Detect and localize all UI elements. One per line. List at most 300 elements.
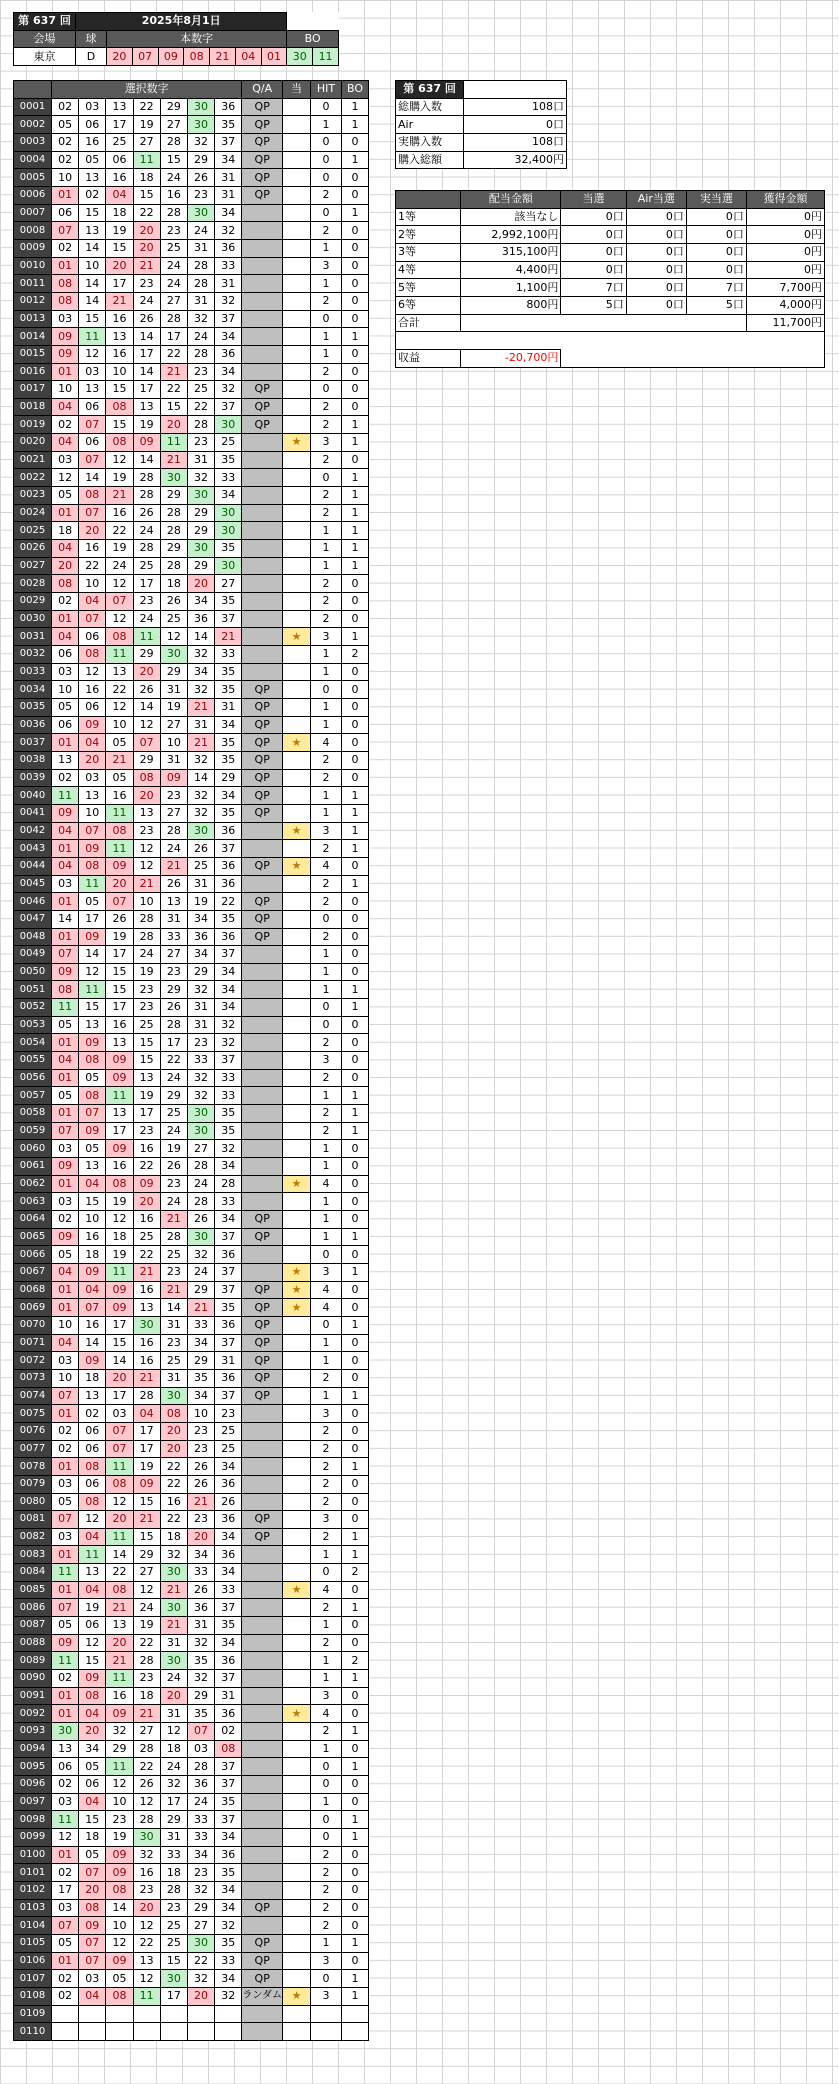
hit-star <box>283 1828 311 1846</box>
ticket-number: 34 <box>215 204 242 222</box>
ticket-number: 08 <box>133 769 160 787</box>
ticket-number: 32 <box>187 981 214 999</box>
ticket-number: 27 <box>160 716 187 734</box>
hit-star <box>283 1211 311 1229</box>
prize-cell: 0口 <box>686 226 746 244</box>
bonus-count: 0 <box>342 1705 369 1723</box>
ticket-number: 24 <box>133 292 160 310</box>
ticket-number: 12 <box>133 1581 160 1599</box>
ticket-index: 0041 <box>14 804 52 822</box>
bonus-count: 0 <box>342 698 369 716</box>
ticket-number: 35 <box>215 1617 242 1635</box>
hit-star: ★ <box>283 822 311 840</box>
ticket-number: 20 <box>133 239 160 257</box>
ticket-row <box>14 1599 369 1617</box>
main-numbers-header: 本数字 <box>107 30 287 48</box>
bonus-count: 0 <box>342 910 369 928</box>
ticket-number: 23 <box>160 1899 187 1917</box>
hit-count: 3 <box>311 257 342 275</box>
ticket-index: 0059 <box>14 1122 52 1140</box>
hit-count: 4 <box>311 857 342 875</box>
bonus-count: 0 <box>342 769 369 787</box>
qa-cell: QP <box>242 381 283 399</box>
ticket-row <box>14 1564 369 1582</box>
qa-cell <box>242 610 283 628</box>
ticket-number: 26 <box>187 1475 214 1493</box>
hit-count: 2 <box>311 610 342 628</box>
ticket-index: 0073 <box>14 1369 52 1387</box>
ticket-number: 23 <box>133 593 160 611</box>
ticket-number: 36 <box>187 610 214 628</box>
ticket-number: 24 <box>187 1793 214 1811</box>
ticket-number: 07 <box>52 222 79 240</box>
bonus-count: 0 <box>342 345 369 363</box>
ticket-number: 34 <box>187 1846 214 1864</box>
ticket-number: 15 <box>133 1034 160 1052</box>
ticket-index: 0015 <box>14 345 52 363</box>
ticket-number: 28 <box>160 1228 187 1246</box>
hit-count: 2 <box>311 769 342 787</box>
bonus-count: 0 <box>342 257 369 275</box>
ticket-number: 09 <box>106 1846 133 1864</box>
ticket-number: 32 <box>215 1140 242 1158</box>
qa-cell <box>242 840 283 858</box>
ticket-number: 08 <box>106 1987 133 2005</box>
ticket-number: 11 <box>133 1987 160 2005</box>
ticket-number: 06 <box>79 434 106 452</box>
hit-star <box>283 1158 311 1176</box>
bonus-count: 0 <box>342 1052 369 1070</box>
hit-star <box>283 257 311 275</box>
qa-cell <box>242 310 283 328</box>
hit-count: 0 <box>311 1776 342 1794</box>
ticket-number: 36 <box>215 857 242 875</box>
ticket-number: 03 <box>52 1193 79 1211</box>
hit-star <box>283 1458 311 1476</box>
hit-star <box>283 1899 311 1917</box>
ticket-number: 11 <box>106 1670 133 1688</box>
ticket-number: 35 <box>215 451 242 469</box>
qa-cell: QP <box>242 857 283 875</box>
main-number: 08 <box>184 48 210 66</box>
ticket-row <box>14 1122 369 1140</box>
ticket-number: 24 <box>160 1193 187 1211</box>
ticket-row <box>14 275 369 293</box>
ticket-number: 30 <box>187 204 214 222</box>
ticket-number: 35 <box>187 1652 214 1670</box>
ticket-number: 04 <box>52 1263 79 1281</box>
ticket-number: 37 <box>215 1670 242 1688</box>
bonus-count: 0 <box>342 1776 369 1794</box>
hit-count: 2 <box>311 1105 342 1123</box>
ticket-index: 0003 <box>14 133 52 151</box>
ticket-number: 35 <box>215 1299 242 1317</box>
ticket-number: 22 <box>133 1158 160 1176</box>
ticket-number: 35 <box>215 593 242 611</box>
ticket-number: 07 <box>106 1422 133 1440</box>
qa-cell <box>242 1617 283 1635</box>
qa-cell <box>242 1864 283 1882</box>
ticket-number: 35 <box>215 663 242 681</box>
ticket-number: 08 <box>79 487 106 505</box>
hit-count: 2 <box>311 1917 342 1935</box>
ticket-number: 25 <box>160 1105 187 1123</box>
ticket-number: 13 <box>79 1016 106 1034</box>
ticket-number: 09 <box>106 1069 133 1087</box>
ticket-row <box>14 557 369 575</box>
hit-star <box>283 1758 311 1776</box>
ticket-number: 08 <box>106 1881 133 1899</box>
bonus-count: 1 <box>342 1758 369 1776</box>
bonus-count: 2 <box>342 1564 369 1582</box>
prize-cell: 4,000円 <box>746 296 824 314</box>
ticket-number: 21 <box>187 698 214 716</box>
ticket-number: 28 <box>160 504 187 522</box>
ticket-number: 05 <box>52 1246 79 1264</box>
ticket-number: 28 <box>187 1193 214 1211</box>
ticket-number: 23 <box>187 1440 214 1458</box>
ticket-number: 15 <box>133 186 160 204</box>
ticket-number: 34 <box>215 487 242 505</box>
hit-count: 2 <box>311 1475 342 1493</box>
ticket-number: 30 <box>160 1599 187 1617</box>
ticket-number: 10 <box>106 1793 133 1811</box>
ticket-number: 32 <box>187 681 214 699</box>
ticket-index: 0025 <box>14 522 52 540</box>
hit-star <box>283 769 311 787</box>
ticket-number: 34 <box>215 328 242 346</box>
ticket-number: 13 <box>79 1564 106 1582</box>
ticket-number: 19 <box>106 469 133 487</box>
ticket-number: 12 <box>106 698 133 716</box>
ticket-number: 37 <box>215 133 242 151</box>
ticket-number: 23 <box>133 1670 160 1688</box>
ticket-row <box>14 381 369 399</box>
qa-cell <box>242 1246 283 1264</box>
ticket-row <box>14 804 369 822</box>
ticket-number: 29 <box>160 98 187 116</box>
hit-count: 2 <box>311 504 342 522</box>
hit-count: 1 <box>311 557 342 575</box>
hit-count: 1 <box>311 1352 342 1370</box>
ticket-number: 26 <box>215 1493 242 1511</box>
hit-count: 1 <box>311 963 342 981</box>
hit-star <box>283 363 311 381</box>
ticket-number: 25 <box>160 610 187 628</box>
ticket-number: 11 <box>79 981 106 999</box>
hit-star <box>283 381 311 399</box>
hit-star <box>283 646 311 664</box>
ticket-number: 17 <box>106 946 133 964</box>
hit-star <box>283 751 311 769</box>
ticket-number: 23 <box>133 1881 160 1899</box>
ticket-number: 29 <box>133 751 160 769</box>
hit-star <box>283 1493 311 1511</box>
bonus-count: 2 <box>342 646 369 664</box>
qa-cell <box>242 1687 283 1705</box>
ticket-number: 36 <box>215 1369 242 1387</box>
qa-cell: QP <box>242 416 283 434</box>
prize-cell: 0口 <box>561 243 626 261</box>
hit-star <box>283 663 311 681</box>
bonus-count: 1 <box>342 1811 369 1829</box>
ticket-number: 16 <box>160 186 187 204</box>
ticket-number: 04 <box>79 1987 106 2005</box>
ticket-number: 20 <box>79 522 106 540</box>
bonus-count: 1 <box>342 804 369 822</box>
ticket-number: 36 <box>187 928 214 946</box>
prize-row <box>396 243 825 261</box>
ticket-number: 04 <box>79 1705 106 1723</box>
ticket-number: 10 <box>79 575 106 593</box>
prize-rank: 2等 <box>396 226 461 244</box>
ticket-number: 33 <box>215 646 242 664</box>
ticket-number: 32 <box>187 751 214 769</box>
ticket-number: 32 <box>187 1087 214 1105</box>
qa-cell: QP <box>242 169 283 187</box>
ticket-number: 29 <box>106 1740 133 1758</box>
qa-cell <box>242 1458 283 1476</box>
ticket-number: 34 <box>187 663 214 681</box>
ticket-number: 14 <box>79 1334 106 1352</box>
ticket-number: 07 <box>52 1917 79 1935</box>
ticket-number: 06 <box>79 116 106 134</box>
ticket-number: 07 <box>79 1934 106 1952</box>
ticket-number: 10 <box>106 1917 133 1935</box>
ticket-index: 0023 <box>14 487 52 505</box>
ticket-number: 10 <box>52 681 79 699</box>
hit-count: 1 <box>311 1140 342 1158</box>
bonus-count: 0 <box>342 1334 369 1352</box>
ticket-number: 01 <box>52 928 79 946</box>
ticket-index: 0014 <box>14 328 52 346</box>
ticket-number: 24 <box>133 522 160 540</box>
ticket-row <box>14 328 369 346</box>
ticket-number: 14 <box>79 239 106 257</box>
qa-cell <box>242 204 283 222</box>
qa-cell: QP <box>242 1387 283 1405</box>
ticket-number: 33 <box>215 1087 242 1105</box>
hit-star <box>283 928 311 946</box>
hit-star <box>283 1069 311 1087</box>
ticket-number: 13 <box>106 663 133 681</box>
ticket-row <box>14 169 369 187</box>
hit-star <box>283 1881 311 1899</box>
qa-cell <box>242 239 283 257</box>
hit-star <box>283 1864 311 1882</box>
main-number: 09 <box>158 48 184 66</box>
qa-cell <box>242 646 283 664</box>
prize-cell: 0口 <box>686 243 746 261</box>
bonus-count: 1 <box>342 204 369 222</box>
ticket-row <box>14 769 369 787</box>
ticket-number <box>52 2005 79 2023</box>
prize-rank: 3等 <box>396 243 461 261</box>
qa-cell: QP <box>242 1228 283 1246</box>
ticket-row <box>14 716 369 734</box>
ticket-number: 17 <box>160 328 187 346</box>
bonus-count: 1 <box>342 981 369 999</box>
ticket-number: 33 <box>215 1581 242 1599</box>
ticket-number: 22 <box>133 1634 160 1652</box>
ticket-index: 0040 <box>14 787 52 805</box>
ticket-number: 20 <box>79 1881 106 1899</box>
ticket-number: 08 <box>106 1581 133 1599</box>
ticket-number: 27 <box>187 1917 214 1935</box>
ticket-number: 03 <box>187 1740 214 1758</box>
ticket-number: 21 <box>133 1705 160 1723</box>
ticket-number: 31 <box>187 239 214 257</box>
ticket-number: 34 <box>187 1387 214 1405</box>
qa-header: Q/A <box>242 81 283 99</box>
ticket-number: 12 <box>106 1776 133 1794</box>
ticket-index: 0021 <box>14 451 52 469</box>
hit-count: 3 <box>311 822 342 840</box>
hit-count: 1 <box>311 239 342 257</box>
ticket-row <box>14 1723 369 1741</box>
hit-star <box>283 1564 311 1582</box>
hit-count: 0 <box>311 204 342 222</box>
ticket-number: 12 <box>106 1211 133 1229</box>
ticket-number: 34 <box>215 1634 242 1652</box>
ticket-index: 0020 <box>14 434 52 452</box>
qa-cell <box>242 504 283 522</box>
ticket-number: 33 <box>187 1811 214 1829</box>
ticket-index: 0012 <box>14 292 52 310</box>
qa-cell <box>242 487 283 505</box>
ticket-index: 0001 <box>14 98 52 116</box>
ticket-row <box>14 1511 369 1529</box>
ticket-row <box>14 345 369 363</box>
ticket-number: 15 <box>133 1052 160 1070</box>
ticket-number: 11 <box>79 1546 106 1564</box>
ticket-number: 31 <box>187 451 214 469</box>
qa-cell <box>242 328 283 346</box>
ticket-number: 07 <box>106 893 133 911</box>
ticket-number: 30 <box>160 1564 187 1582</box>
ticket-row <box>14 522 369 540</box>
ticket-number: 07 <box>52 1387 79 1405</box>
hit-count: 0 <box>311 1970 342 1988</box>
ticket-number: 24 <box>187 1175 214 1193</box>
ticket-row <box>14 1211 369 1229</box>
qa-cell <box>242 222 283 240</box>
ticket-number: 01 <box>52 504 79 522</box>
ticket-number: 28 <box>187 275 214 293</box>
ticket-row <box>14 1087 369 1105</box>
hit-count: 1 <box>311 1087 342 1105</box>
ticket-number: 22 <box>133 1758 160 1776</box>
ticket-number: 28 <box>133 1652 160 1670</box>
ticket-index: 0027 <box>14 557 52 575</box>
hit-count: 2 <box>311 575 342 593</box>
hit-star <box>283 504 311 522</box>
hit-star: ★ <box>283 1987 311 2005</box>
qa-cell <box>242 345 283 363</box>
ticket-index: 0094 <box>14 1740 52 1758</box>
ticket-number: 35 <box>215 1864 242 1882</box>
ticket-row <box>14 1263 369 1281</box>
ticket-number: 16 <box>106 345 133 363</box>
ticket-number: 28 <box>160 204 187 222</box>
qa-cell <box>242 1811 283 1829</box>
ticket-row <box>14 1175 369 1193</box>
ticket-number: 36 <box>215 239 242 257</box>
ticket-number: 32 <box>187 646 214 664</box>
hit-star: ★ <box>283 1263 311 1281</box>
ticket-number: 32 <box>187 1069 214 1087</box>
ticket-number: 09 <box>106 1281 133 1299</box>
summary-value: 108口 <box>464 133 567 151</box>
ticket-number: 06 <box>79 1440 106 1458</box>
ticket-number: 03 <box>79 98 106 116</box>
main-number: 07 <box>132 48 158 66</box>
ticket-number: 31 <box>215 186 242 204</box>
ticket-number: 32 <box>187 787 214 805</box>
qa-cell <box>242 628 283 646</box>
hit-count: 0 <box>311 310 342 328</box>
qa-cell <box>242 1087 283 1105</box>
ticket-number: 02 <box>79 186 106 204</box>
bonus-count: 0 <box>342 1917 369 1935</box>
ticket-number: 25 <box>160 1246 187 1264</box>
ticket-row <box>14 1352 369 1370</box>
ticket-number <box>106 2005 133 2023</box>
ticket-number: 01 <box>52 610 79 628</box>
ticket-number: 27 <box>187 1140 214 1158</box>
ticket-index: 0074 <box>14 1387 52 1405</box>
ticket-number: 01 <box>52 1458 79 1476</box>
hit-star: ★ <box>283 734 311 752</box>
hit-star <box>283 1016 311 1034</box>
qa-cell <box>242 1917 283 1935</box>
ticket-number: 29 <box>160 487 187 505</box>
ticket-number: 08 <box>106 822 133 840</box>
ticket-number: 34 <box>187 946 214 964</box>
hit-star <box>283 222 311 240</box>
ticket-number: 05 <box>52 1617 79 1635</box>
ticket-row <box>14 928 369 946</box>
ticket-number: 10 <box>160 734 187 752</box>
qa-cell <box>242 292 283 310</box>
bonus-count: 0 <box>342 1493 369 1511</box>
ticket-number: 28 <box>133 487 160 505</box>
ticket-number: 18 <box>160 1528 187 1546</box>
ticket-index: 0044 <box>14 857 52 875</box>
ticket-number: 35 <box>215 116 242 134</box>
bonus-count: 0 <box>342 1440 369 1458</box>
summary-row <box>396 116 567 134</box>
ticket-number: 16 <box>106 1158 133 1176</box>
ticket-number: 25 <box>160 1934 187 1952</box>
ticket-number: 15 <box>160 398 187 416</box>
ticket-number: 07 <box>187 1723 214 1741</box>
hit-count: 3 <box>311 1952 342 1970</box>
ticket-number: 26 <box>187 1458 214 1476</box>
hit-star <box>283 681 311 699</box>
ticket-number: 14 <box>133 328 160 346</box>
bonus-count: 1 <box>342 1723 369 1741</box>
ticket-number: 23 <box>187 363 214 381</box>
hit-count: 1 <box>311 698 342 716</box>
ticket-number: 09 <box>52 328 79 346</box>
ticket-number: 13 <box>133 804 160 822</box>
hit-count: 0 <box>311 469 342 487</box>
bonus-count: 1 <box>342 540 369 558</box>
ticket-number: 14 <box>133 363 160 381</box>
ticket-number: 20 <box>79 1723 106 1741</box>
ticket-number: 15 <box>133 1493 160 1511</box>
